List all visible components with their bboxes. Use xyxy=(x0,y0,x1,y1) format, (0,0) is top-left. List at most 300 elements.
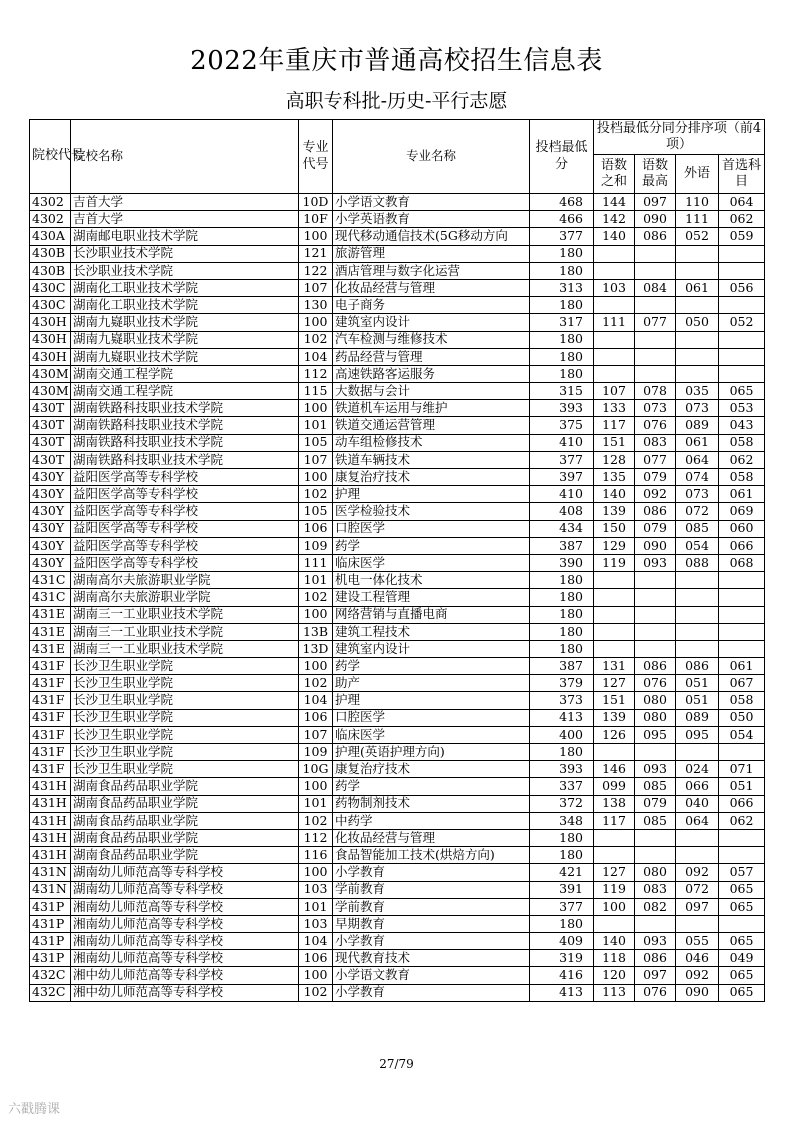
cell-school-name: 湖南邮电职业技术学院 xyxy=(71,228,299,245)
cell-min-score: 180 xyxy=(530,744,594,761)
cell-max-yw-sx: 076 xyxy=(635,984,676,1001)
table-row xyxy=(30,950,765,967)
cell-foreign-language: 046 xyxy=(676,950,719,967)
cell-max-yw-sx: 079 xyxy=(635,520,676,537)
cell-first-subject xyxy=(719,297,765,314)
page-subtitle: 高职专科批-历史-平行志愿 xyxy=(285,90,508,112)
cell-major-name: 药学 xyxy=(333,778,530,795)
cell-foreign-language: 035 xyxy=(676,383,719,400)
cell-major-name: 高速铁路客运服务 xyxy=(333,365,530,382)
cell-sum-yw-sx: 111 xyxy=(594,314,635,331)
cell-min-score: 375 xyxy=(530,417,594,434)
cell-school-code: 430M xyxy=(30,383,71,400)
cell-major-code: 109 xyxy=(299,744,333,761)
cell-max-yw-sx: 076 xyxy=(635,417,676,434)
cell-min-score: 468 xyxy=(530,194,594,211)
cell-max-yw-sx: 093 xyxy=(635,933,676,950)
cell-major-code: 10G xyxy=(299,761,333,778)
cell-major-name: 化妆品经营与管理 xyxy=(333,829,530,846)
cell-min-score: 434 xyxy=(530,520,594,537)
cell-major-code: 106 xyxy=(299,709,333,726)
cell-first-subject: 053 xyxy=(719,400,765,417)
cell-sum-yw-sx: 144 xyxy=(594,194,635,211)
cell-first-subject: 061 xyxy=(719,658,765,675)
cell-major-code: 105 xyxy=(299,503,333,520)
cell-first-subject xyxy=(719,348,765,365)
cell-min-score: 180 xyxy=(530,365,594,382)
cell-school-name: 吉首大学 xyxy=(71,194,299,211)
cell-school-code: 430C xyxy=(30,297,71,314)
cell-foreign-language: 050 xyxy=(676,314,719,331)
table-row xyxy=(30,314,765,331)
cell-min-score: 180 xyxy=(530,348,594,365)
cell-sum-yw-sx: 126 xyxy=(594,726,635,743)
cell-major-name: 小学教育 xyxy=(333,984,530,1001)
cell-min-score: 180 xyxy=(530,297,594,314)
cell-foreign-language: 074 xyxy=(676,469,719,486)
cell-school-name: 长沙职业技术学院 xyxy=(71,262,299,279)
header-major-code: 专业代号 xyxy=(299,120,333,194)
cell-school-name: 湖南三一工业职业技术学院 xyxy=(71,640,299,657)
cell-min-score: 409 xyxy=(530,933,594,950)
cell-major-name: 药物制剂技术 xyxy=(333,795,530,812)
table-row xyxy=(30,898,765,915)
cell-school-name: 长沙卫生职业学院 xyxy=(71,761,299,778)
table-row xyxy=(30,967,765,984)
cell-major-name: 动车组检修技术 xyxy=(333,434,530,451)
cell-max-yw-sx xyxy=(635,640,676,657)
cell-major-name: 铁道机车运用与维护 xyxy=(333,400,530,417)
table-row xyxy=(30,572,765,589)
cell-school-code: 430H xyxy=(30,348,71,365)
header-school-name: 院校名称 xyxy=(71,120,299,194)
cell-school-name: 湘中幼儿师范高等专科学校 xyxy=(71,967,299,984)
cell-school-name: 湖南化工职业技术学院 xyxy=(71,279,299,296)
cell-first-subject: 054 xyxy=(719,726,765,743)
cell-major-name: 药学 xyxy=(333,537,530,554)
cell-major-code: 104 xyxy=(299,933,333,950)
cell-foreign-language xyxy=(676,915,719,932)
cell-major-name: 医学检验技术 xyxy=(333,503,530,520)
cell-sum-yw-sx: 139 xyxy=(594,503,635,520)
cell-major-name: 助产 xyxy=(333,675,530,692)
cell-first-subject xyxy=(719,847,765,864)
cell-major-code: 100 xyxy=(299,400,333,417)
cell-school-code: 430H xyxy=(30,331,71,348)
table-row xyxy=(30,211,765,228)
cell-first-subject: 052 xyxy=(719,314,765,331)
cell-school-name: 长沙卫生职业学院 xyxy=(71,658,299,675)
cell-min-score: 391 xyxy=(530,881,594,898)
cell-sum-yw-sx: 107 xyxy=(594,383,635,400)
cell-min-score: 180 xyxy=(530,331,594,348)
table-row xyxy=(30,795,765,812)
cell-major-code: 100 xyxy=(299,864,333,881)
cell-foreign-language xyxy=(676,331,719,348)
table-row xyxy=(30,933,765,950)
cell-school-code: 431F xyxy=(30,744,71,761)
cell-max-yw-sx: 092 xyxy=(635,486,676,503)
cell-school-name: 益阳医学高等专科学校 xyxy=(71,554,299,571)
cell-foreign-language: 110 xyxy=(676,194,719,211)
cell-major-name: 铁道交通运营管理 xyxy=(333,417,530,434)
cell-foreign-language: 051 xyxy=(676,692,719,709)
cell-major-code: 100 xyxy=(299,314,333,331)
table-body xyxy=(30,194,765,1002)
cell-first-subject: 049 xyxy=(719,950,765,967)
cell-school-name: 湖南食品药品职业学院 xyxy=(71,795,299,812)
cell-min-score: 319 xyxy=(530,950,594,967)
cell-min-score: 413 xyxy=(530,984,594,1001)
cell-foreign-language: 095 xyxy=(676,726,719,743)
cell-min-score: 180 xyxy=(530,572,594,589)
cell-school-code: 431H xyxy=(30,795,71,812)
cell-first-subject: 065 xyxy=(719,967,765,984)
cell-sum-yw-sx xyxy=(594,829,635,846)
cell-min-score: 410 xyxy=(530,486,594,503)
cell-major-name: 口腔医学 xyxy=(333,520,530,537)
cell-major-name: 康复治疗技术 xyxy=(333,761,530,778)
cell-school-name: 益阳医学高等专科学校 xyxy=(71,537,299,554)
table-row xyxy=(30,503,765,520)
cell-major-name: 康复治疗技术 xyxy=(333,469,530,486)
cell-first-subject xyxy=(719,331,765,348)
cell-school-name: 湖南食品药品职业学院 xyxy=(71,847,299,864)
cell-school-code: 431H xyxy=(30,847,71,864)
cell-max-yw-sx: 083 xyxy=(635,434,676,451)
cell-major-code: 13B xyxy=(299,623,333,640)
cell-max-yw-sx: 090 xyxy=(635,537,676,554)
cell-sum-yw-sx: 142 xyxy=(594,211,635,228)
cell-school-code: 430T xyxy=(30,451,71,468)
table-row xyxy=(30,365,765,382)
cell-school-name: 湖南交通工程学院 xyxy=(71,383,299,400)
cell-school-name: 湘南幼儿师范高等专科学校 xyxy=(71,915,299,932)
table-row xyxy=(30,469,765,486)
cell-school-code: 430Y xyxy=(30,520,71,537)
cell-school-code: 430Y xyxy=(30,537,71,554)
cell-school-name: 湖南铁路科技职业技术学院 xyxy=(71,451,299,468)
cell-sum-yw-sx xyxy=(594,245,635,262)
cell-first-subject: 062 xyxy=(719,812,765,829)
header-major-name: 专业名称 xyxy=(333,120,530,194)
cell-sum-yw-sx xyxy=(594,847,635,864)
cell-sum-yw-sx: 140 xyxy=(594,228,635,245)
cell-first-subject: 060 xyxy=(719,520,765,537)
table-row xyxy=(30,589,765,606)
cell-min-score: 317 xyxy=(530,314,594,331)
cell-sum-yw-sx: 146 xyxy=(594,761,635,778)
cell-max-yw-sx xyxy=(635,623,676,640)
cell-major-name: 化妆品经营与管理 xyxy=(333,279,530,296)
cell-min-score: 379 xyxy=(530,675,594,692)
cell-sum-yw-sx xyxy=(594,331,635,348)
cell-school-code: 430Y xyxy=(30,486,71,503)
cell-school-name: 湖南九嶷职业技术学院 xyxy=(71,314,299,331)
cell-school-name: 湖南九嶷职业技术学院 xyxy=(71,331,299,348)
cell-major-code: 106 xyxy=(299,520,333,537)
cell-first-subject xyxy=(719,245,765,262)
cell-school-code: 431E xyxy=(30,640,71,657)
cell-first-subject: 065 xyxy=(719,383,765,400)
cell-first-subject xyxy=(719,365,765,382)
cell-foreign-language: 066 xyxy=(676,778,719,795)
cell-major-code: 104 xyxy=(299,692,333,709)
cell-major-name: 酒店管理与数字化运营 xyxy=(333,262,530,279)
cell-school-name: 长沙卫生职业学院 xyxy=(71,744,299,761)
cell-min-score: 180 xyxy=(530,829,594,846)
table-row xyxy=(30,915,765,932)
cell-school-name: 吉首大学 xyxy=(71,211,299,228)
cell-school-code: 430C xyxy=(30,279,71,296)
cell-school-code: 431F xyxy=(30,675,71,692)
header-foreign-language: 外语 xyxy=(676,155,719,194)
cell-first-subject xyxy=(719,829,765,846)
table-row xyxy=(30,194,765,211)
cell-max-yw-sx xyxy=(635,245,676,262)
cell-foreign-language: 090 xyxy=(676,984,719,1001)
cell-sum-yw-sx: 117 xyxy=(594,812,635,829)
cell-school-name: 益阳医学高等专科学校 xyxy=(71,520,299,537)
cell-max-yw-sx: 080 xyxy=(635,864,676,881)
cell-major-name: 学前教育 xyxy=(333,881,530,898)
cell-school-code: 431F xyxy=(30,658,71,675)
cell-major-name: 小学英语教育 xyxy=(333,211,530,228)
cell-min-score: 416 xyxy=(530,967,594,984)
cell-school-name: 湖南三一工业职业技术学院 xyxy=(71,623,299,640)
cell-min-score: 413 xyxy=(530,709,594,726)
cell-max-yw-sx: 084 xyxy=(635,279,676,296)
cell-foreign-language xyxy=(676,829,719,846)
cell-max-yw-sx xyxy=(635,829,676,846)
cell-sum-yw-sx: 103 xyxy=(594,279,635,296)
cell-sum-yw-sx xyxy=(594,623,635,640)
cell-first-subject: 059 xyxy=(719,228,765,245)
cell-first-subject: 066 xyxy=(719,537,765,554)
cell-foreign-language xyxy=(676,245,719,262)
cell-foreign-language xyxy=(676,297,719,314)
table-row xyxy=(30,297,765,314)
cell-max-yw-sx: 082 xyxy=(635,898,676,915)
cell-major-code: 101 xyxy=(299,795,333,812)
cell-major-name: 汽车检测与维修技术 xyxy=(333,331,530,348)
cell-school-code: 431C xyxy=(30,572,71,589)
cell-school-code: 431N xyxy=(30,881,71,898)
cell-first-subject: 067 xyxy=(719,675,765,692)
cell-min-score: 377 xyxy=(530,228,594,245)
cell-school-code: 430B xyxy=(30,245,71,262)
cell-sum-yw-sx xyxy=(594,572,635,589)
cell-min-score: 387 xyxy=(530,658,594,675)
cell-major-code: 112 xyxy=(299,365,333,382)
cell-sum-yw-sx: 119 xyxy=(594,881,635,898)
table-row xyxy=(30,726,765,743)
table-row xyxy=(30,228,765,245)
cell-major-name: 现代移动通信技术(5G移动方向 xyxy=(333,228,530,245)
cell-sum-yw-sx xyxy=(594,348,635,365)
cell-school-code: 4302 xyxy=(30,211,71,228)
cell-major-code: 100 xyxy=(299,778,333,795)
cell-min-score: 408 xyxy=(530,503,594,520)
cell-max-yw-sx: 085 xyxy=(635,778,676,795)
cell-sum-yw-sx: 118 xyxy=(594,950,635,967)
cell-school-code: 430M xyxy=(30,365,71,382)
cell-first-subject xyxy=(719,623,765,640)
cell-school-code: 431F xyxy=(30,761,71,778)
cell-max-yw-sx xyxy=(635,572,676,589)
table-row xyxy=(30,675,765,692)
cell-school-name: 湖南幼儿师范高等专科学校 xyxy=(71,881,299,898)
cell-foreign-language: 111 xyxy=(676,211,719,228)
cell-sum-yw-sx: 120 xyxy=(594,967,635,984)
cell-min-score: 390 xyxy=(530,554,594,571)
cell-max-yw-sx: 077 xyxy=(635,451,676,468)
cell-school-name: 湖南高尔夫旅游职业学院 xyxy=(71,589,299,606)
cell-max-yw-sx: 079 xyxy=(635,469,676,486)
table-row xyxy=(30,451,765,468)
cell-major-name: 学前教育 xyxy=(333,898,530,915)
cell-min-score: 373 xyxy=(530,692,594,709)
header-max-yw-sx: 语数最高 xyxy=(635,155,676,194)
cell-sum-yw-sx xyxy=(594,744,635,761)
cell-min-score: 387 xyxy=(530,537,594,554)
cell-max-yw-sx: 076 xyxy=(635,675,676,692)
table-row xyxy=(30,554,765,571)
cell-major-name: 小学教育 xyxy=(333,864,530,881)
cell-min-score: 337 xyxy=(530,778,594,795)
cell-foreign-language: 088 xyxy=(676,554,719,571)
cell-school-name: 湘南幼儿师范高等专科学校 xyxy=(71,898,299,915)
cell-foreign-language: 061 xyxy=(676,279,719,296)
cell-first-subject: 061 xyxy=(719,486,765,503)
cell-school-name: 湘中幼儿师范高等专科学校 xyxy=(71,984,299,1001)
cell-foreign-language: 061 xyxy=(676,434,719,451)
cell-major-name: 早期教育 xyxy=(333,915,530,932)
cell-foreign-language xyxy=(676,744,719,761)
cell-major-name: 药品经营与管理 xyxy=(333,348,530,365)
cell-max-yw-sx: 095 xyxy=(635,726,676,743)
cell-school-code: 431H xyxy=(30,778,71,795)
cell-max-yw-sx: 097 xyxy=(635,194,676,211)
cell-major-code: 122 xyxy=(299,262,333,279)
cell-sum-yw-sx xyxy=(594,297,635,314)
cell-major-name: 大数据与会计 xyxy=(333,383,530,400)
cell-school-name: 湘南幼儿师范高等专科学校 xyxy=(71,950,299,967)
cell-min-score: 180 xyxy=(530,606,594,623)
table-row xyxy=(30,486,765,503)
cell-foreign-language: 064 xyxy=(676,812,719,829)
cell-major-code: 107 xyxy=(299,726,333,743)
table-row xyxy=(30,744,765,761)
cell-school-name: 湖南三一工业职业技术学院 xyxy=(71,606,299,623)
cell-major-name: 铁道车辆技术 xyxy=(333,451,530,468)
cell-school-code: 430T xyxy=(30,400,71,417)
cell-min-score: 348 xyxy=(530,812,594,829)
table-row xyxy=(30,829,765,846)
cell-first-subject xyxy=(719,640,765,657)
cell-school-code: 432C xyxy=(30,967,71,984)
cell-school-code: 432C xyxy=(30,984,71,1001)
cell-foreign-language: 051 xyxy=(676,675,719,692)
table-row xyxy=(30,640,765,657)
cell-school-code: 431F xyxy=(30,692,71,709)
cell-first-subject: 043 xyxy=(719,417,765,434)
header-school-code: 院校代号 xyxy=(30,120,71,194)
cell-first-subject: 058 xyxy=(719,434,765,451)
cell-major-name: 药学 xyxy=(333,658,530,675)
cell-sum-yw-sx xyxy=(594,915,635,932)
cell-major-code: 100 xyxy=(299,606,333,623)
cell-sum-yw-sx: 117 xyxy=(594,417,635,434)
cell-max-yw-sx xyxy=(635,331,676,348)
cell-sum-yw-sx: 119 xyxy=(594,554,635,571)
cell-sum-yw-sx: 150 xyxy=(594,520,635,537)
cell-foreign-language: 055 xyxy=(676,933,719,950)
cell-max-yw-sx xyxy=(635,847,676,864)
cell-first-subject: 065 xyxy=(719,881,765,898)
cell-first-subject: 056 xyxy=(719,279,765,296)
header-min-score: 投档最低分 xyxy=(530,120,594,194)
cell-sum-yw-sx xyxy=(594,640,635,657)
cell-first-subject: 071 xyxy=(719,761,765,778)
cell-sum-yw-sx: 127 xyxy=(594,864,635,881)
cell-first-subject: 065 xyxy=(719,933,765,950)
cell-foreign-language xyxy=(676,262,719,279)
table-row xyxy=(30,692,765,709)
cell-max-yw-sx: 080 xyxy=(635,692,676,709)
cell-first-subject: 068 xyxy=(719,554,765,571)
cell-min-score: 180 xyxy=(530,623,594,640)
cell-major-code: 103 xyxy=(299,881,333,898)
cell-foreign-language: 092 xyxy=(676,864,719,881)
cell-major-code: 115 xyxy=(299,383,333,400)
cell-first-subject: 058 xyxy=(719,469,765,486)
cell-foreign-language: 054 xyxy=(676,537,719,554)
table-row xyxy=(30,778,765,795)
cell-foreign-language: 092 xyxy=(676,967,719,984)
cell-max-yw-sx: 093 xyxy=(635,761,676,778)
cell-school-code: 431E xyxy=(30,623,71,640)
cell-major-name: 中药学 xyxy=(333,812,530,829)
table-row xyxy=(30,623,765,640)
cell-school-code: 430Y xyxy=(30,503,71,520)
cell-major-code: 101 xyxy=(299,898,333,915)
cell-school-code: 431P xyxy=(30,933,71,950)
table-row xyxy=(30,761,765,778)
cell-major-code: 10D xyxy=(299,194,333,211)
table-row xyxy=(30,400,765,417)
cell-school-name: 益阳医学高等专科学校 xyxy=(71,469,299,486)
cell-min-score: 421 xyxy=(530,864,594,881)
cell-major-code: 13D xyxy=(299,640,333,657)
cell-major-code: 106 xyxy=(299,950,333,967)
cell-major-name: 机电一体化技术 xyxy=(333,572,530,589)
cell-school-name: 益阳医学高等专科学校 xyxy=(71,486,299,503)
cell-school-name: 湘南幼儿师范高等专科学校 xyxy=(71,933,299,950)
cell-foreign-language xyxy=(676,572,719,589)
cell-major-name: 现代教育技术 xyxy=(333,950,530,967)
cell-major-code: 101 xyxy=(299,572,333,589)
cell-max-yw-sx xyxy=(635,365,676,382)
cell-sum-yw-sx: 151 xyxy=(594,434,635,451)
cell-school-name: 湖南铁路科技职业技术学院 xyxy=(71,434,299,451)
cell-school-code: 430Y xyxy=(30,554,71,571)
cell-max-yw-sx: 086 xyxy=(635,228,676,245)
cell-major-code: 103 xyxy=(299,915,333,932)
cell-min-score: 315 xyxy=(530,383,594,400)
cell-major-name: 电子商务 xyxy=(333,297,530,314)
table-row xyxy=(30,262,765,279)
